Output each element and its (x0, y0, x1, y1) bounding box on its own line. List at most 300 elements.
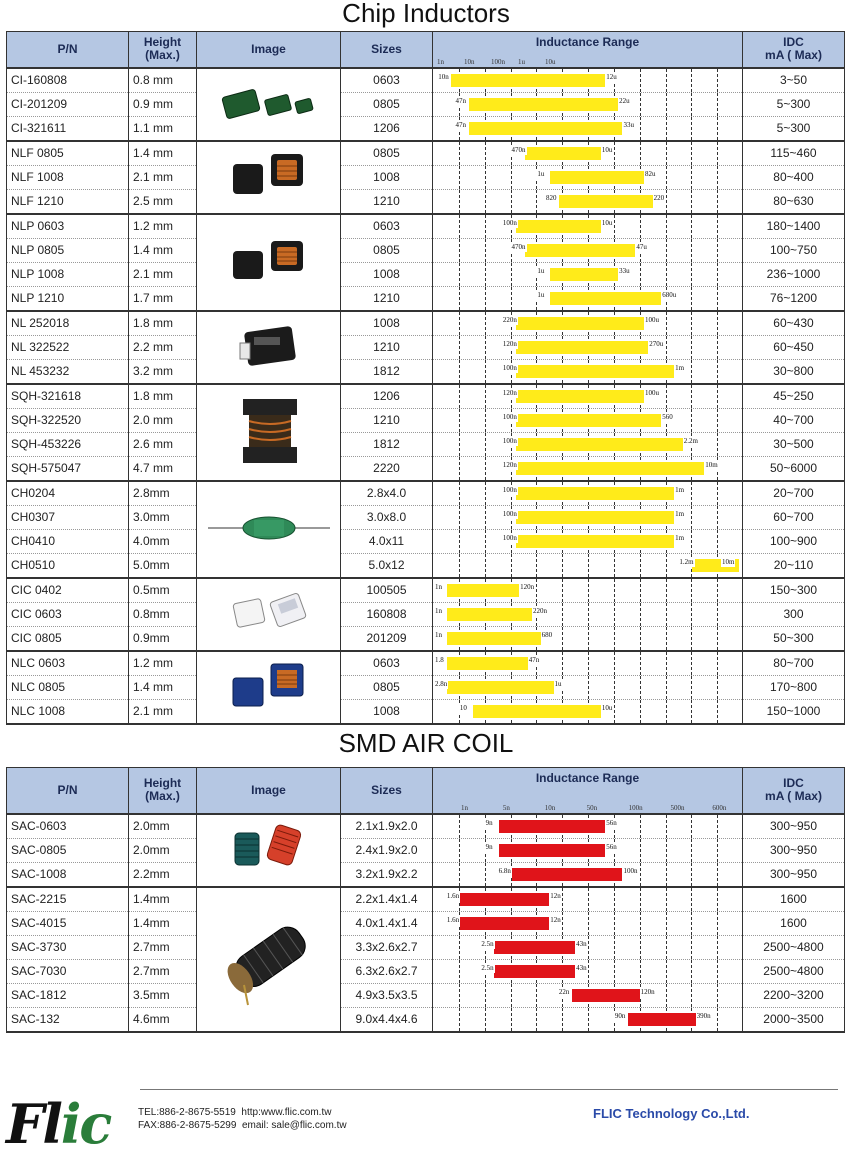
range-gridline (459, 190, 460, 213)
size-cell: 3.0x8.0 (341, 505, 433, 529)
company-name: FLIC Technology Co.,Ltd. (593, 1106, 750, 1121)
range-gridline (691, 215, 692, 238)
range-gridline (666, 263, 667, 286)
range-gridline (511, 1008, 512, 1031)
smd-range-tick: 1n (461, 803, 468, 812)
inductance-range-cell (433, 286, 743, 311)
idc-cell: 60~700 (743, 505, 845, 529)
range-max-label: 56n (606, 842, 617, 851)
idc-cell: 80~700 (743, 651, 845, 676)
part-number-cell: CIC 0402 (7, 578, 129, 603)
range-gridline (485, 263, 486, 286)
range-gridline (717, 506, 718, 529)
range-gridline (691, 912, 692, 935)
range-gridline (459, 936, 460, 959)
inductance-range-cell (433, 814, 743, 839)
idc-cell: 2500~4800 (743, 935, 845, 959)
inductance-range-bar (516, 341, 648, 354)
range-gridline (459, 815, 460, 838)
range-gridline (666, 239, 667, 262)
range-gridline (536, 1008, 537, 1031)
size-cell: 4.9x3.5x3.5 (341, 983, 433, 1007)
range-gridline (536, 984, 537, 1007)
range-gridline (614, 554, 615, 577)
range-gridline (717, 530, 718, 553)
size-cell: 1210 (341, 408, 433, 432)
idc-cell: 150~300 (743, 578, 845, 603)
height-cell: 2.8mm (129, 481, 197, 506)
range-gridline (666, 312, 667, 335)
range-gridline (485, 530, 486, 553)
range-gridline (640, 652, 641, 675)
inductance-range-bar (550, 292, 661, 305)
range-gridline (717, 627, 718, 650)
part-number-cell: NLP 0603 (7, 214, 129, 239)
range-gridline (691, 603, 692, 626)
website-link[interactable]: http:www.flic.com.tw (241, 1107, 332, 1118)
range-min-label: 1u (537, 169, 545, 178)
range-max-label: 10m (705, 460, 718, 469)
range-gridline (691, 336, 692, 359)
flic-logo: Flic (6, 1092, 111, 1156)
inductance-range-cell (433, 553, 743, 578)
range-max-label: 10m (722, 557, 735, 566)
range-gridline (588, 960, 589, 983)
size-cell: 1206 (341, 116, 433, 141)
chip-table-row (7, 92, 845, 116)
inductance-range-cell (433, 862, 743, 887)
inductance-range-bar (550, 171, 644, 184)
idc-cell: 115~460 (743, 141, 845, 166)
range-max-label: 1m (675, 363, 685, 372)
range-gridline (511, 287, 512, 310)
inductance-range-cell (433, 408, 743, 432)
range-max-label: 12n (550, 915, 561, 924)
email-link[interactable]: email: sale@flic.com.tw (241, 1120, 347, 1131)
range-gridline (691, 863, 692, 886)
range-gridline (485, 287, 486, 310)
range-gridline (691, 166, 692, 189)
part-number-cell: SAC-2215 (7, 887, 129, 912)
range-gridline (691, 93, 692, 116)
range-gridline (614, 936, 615, 959)
range-gridline (691, 700, 692, 723)
smd-range-tick: 50n (586, 803, 598, 812)
inductance-range-bar (559, 195, 653, 208)
header-image: Image (197, 32, 341, 68)
height-cell: 1.1 mm (129, 116, 197, 141)
range-max-label: 1m (675, 533, 685, 542)
idc-cell: 50~6000 (743, 456, 845, 481)
range-gridline (640, 863, 641, 886)
range-min-label: 100n (502, 533, 517, 542)
range-gridline (717, 815, 718, 838)
header-sizes: Sizes (341, 32, 433, 68)
header-range-label: Inductance Range (535, 771, 640, 785)
header-idc-sub: mA ( Max) (765, 789, 822, 804)
range-gridline (485, 142, 486, 165)
chip-table-row (7, 238, 845, 262)
range-gridline (717, 960, 718, 983)
height-cell: 2.2mm (129, 862, 197, 887)
range-min-label: 9n (485, 818, 493, 827)
size-cell: 0603 (341, 68, 433, 93)
range-max-label: 47n (528, 655, 540, 664)
size-cell: 0805 (341, 92, 433, 116)
idc-cell: 60~430 (743, 311, 845, 336)
chip-table-row (7, 68, 845, 93)
inductance-range-bar (516, 535, 674, 548)
range-gridline (666, 117, 667, 140)
size-cell: 0603 (341, 214, 433, 239)
range-gridline (666, 863, 667, 886)
sac-small-air-coils-icon (219, 868, 319, 882)
smd-table-row (7, 1007, 845, 1032)
range-gridline (717, 433, 718, 456)
range-min-label: 1n (435, 582, 442, 591)
ci-chip-inductors-icon (214, 112, 324, 126)
idc-cell: 100~750 (743, 238, 845, 262)
chip-range-ticks (433, 56, 742, 66)
range-gridline (717, 360, 718, 383)
header-pn: P/N (7, 768, 129, 814)
chip-table-row (7, 602, 845, 626)
range-gridline (691, 984, 692, 1007)
header-height-sub: (Max.) (145, 48, 180, 63)
idc-cell: 20~110 (743, 553, 845, 578)
range-gridline (717, 215, 718, 238)
range-gridline (614, 700, 615, 723)
footer-divider (140, 1089, 838, 1090)
inductance-range-bar (516, 365, 674, 378)
range-gridline (485, 433, 486, 456)
range-max-label: 680u (662, 290, 677, 299)
product-image-cell (197, 578, 341, 651)
range-gridline (691, 409, 692, 432)
range-gridline (691, 239, 692, 262)
range-min-label: 1n (435, 630, 442, 639)
range-gridline (666, 215, 667, 238)
range-gridline (614, 603, 615, 626)
part-number-cell: NLP 1210 (7, 286, 129, 311)
product-image-cell (197, 214, 341, 311)
inductance-range-bar (516, 414, 661, 427)
range-max-label: 100u (644, 315, 659, 324)
smd-table-row (7, 935, 845, 959)
range-gridline (640, 263, 641, 286)
chip-table-row (7, 189, 845, 214)
height-cell: 2.7mm (129, 959, 197, 983)
chip-table-row (7, 311, 845, 336)
range-gridline (717, 93, 718, 116)
range-gridline (640, 603, 641, 626)
part-number-cell: SAC-1812 (7, 983, 129, 1007)
range-gridline (614, 142, 615, 165)
range-gridline (666, 336, 667, 359)
size-cell: 1812 (341, 359, 433, 384)
inductance-range-cell (433, 838, 743, 862)
range-gridline (536, 579, 537, 602)
range-min-label: 100n (502, 436, 517, 445)
height-cell: 0.8 mm (129, 68, 197, 93)
header-sizes: Sizes (341, 768, 433, 814)
size-cell: 160808 (341, 602, 433, 626)
height-cell: 1.7 mm (129, 286, 197, 311)
range-gridline (640, 912, 641, 935)
idc-cell: 40~700 (743, 408, 845, 432)
range-max-label: 120n (640, 987, 655, 996)
height-cell: 2.7mm (129, 935, 197, 959)
inductance-range-bar (460, 917, 549, 930)
range-gridline (562, 1008, 563, 1031)
range-gridline (717, 839, 718, 862)
idc-cell: 2200~3200 (743, 983, 845, 1007)
chip-table-row (7, 699, 845, 724)
inductance-range-bar (525, 244, 636, 257)
range-min-label: 2.8n (435, 679, 448, 688)
range-min-label: 1.6n (446, 915, 460, 924)
header-inductance-range (433, 768, 743, 814)
range-gridline (588, 627, 589, 650)
range-min-label: 100n (502, 485, 517, 494)
range-min-label: 100n (502, 412, 517, 421)
size-cell: 4.0x11 (341, 529, 433, 553)
inductance-range-bar (469, 98, 619, 111)
part-number-cell: SAC-132 (7, 1007, 129, 1032)
range-gridline (717, 888, 718, 911)
size-cell: 1210 (341, 335, 433, 359)
range-min-label: 22n (558, 987, 570, 996)
inductance-range-cell (433, 311, 743, 336)
chip-table-row (7, 651, 845, 676)
range-gridline (459, 215, 460, 238)
range-gridline (562, 652, 563, 675)
header-idc-label: IDC (783, 776, 804, 791)
range-max-label: 100n (623, 866, 638, 875)
range-gridline (459, 433, 460, 456)
size-cell: 1210 (341, 189, 433, 214)
range-gridline (717, 239, 718, 262)
range-gridline (666, 815, 667, 838)
range-min-label: 120n (502, 388, 517, 397)
smd-range-ticks (433, 802, 742, 812)
smd-range-tick: 5n (502, 803, 510, 812)
range-gridline (485, 336, 486, 359)
inductance-range-cell (433, 262, 743, 286)
range-gridline (640, 117, 641, 140)
chip-range-tick: 1n (437, 57, 444, 66)
height-cell: 1.4mm (129, 911, 197, 935)
inductance-range-bar (499, 820, 606, 833)
inductance-range-cell (433, 935, 743, 959)
range-max-label: 82u (644, 169, 656, 178)
chip-table-row (7, 626, 845, 651)
range-min-label: 100n (502, 363, 517, 372)
inductance-range-cell (433, 432, 743, 456)
inductance-range-bar (516, 390, 644, 403)
inductance-range-cell (433, 189, 743, 214)
range-gridline (511, 554, 512, 577)
range-max-label: 22u (619, 96, 630, 105)
inductance-range-cell (433, 68, 743, 93)
range-gridline (717, 652, 718, 675)
range-max-label: 56n (606, 818, 617, 827)
tel-text: TEL:886-2-8675-5519 (138, 1107, 236, 1118)
range-gridline (640, 215, 641, 238)
chip-table-row (7, 432, 845, 456)
chip-range-tick: 1u (518, 57, 525, 66)
height-cell: 2.1 mm (129, 699, 197, 724)
idc-cell: 76~1200 (743, 286, 845, 311)
height-cell: 4.0mm (129, 529, 197, 553)
range-gridline (459, 506, 460, 529)
range-gridline (717, 676, 718, 699)
range-gridline (459, 530, 460, 553)
idc-cell: 5~300 (743, 116, 845, 141)
range-max-label: 33u (623, 120, 634, 129)
chip-table-row (7, 481, 845, 506)
size-cell: 1008 (341, 311, 433, 336)
range-gridline (717, 912, 718, 935)
range-max-label: 12u (606, 72, 617, 81)
range-gridline (666, 142, 667, 165)
size-cell: 0805 (341, 141, 433, 166)
chip-table-row (7, 675, 845, 699)
range-gridline (666, 69, 667, 92)
range-gridline (717, 482, 718, 505)
range-gridline (459, 984, 460, 1007)
range-gridline (666, 839, 667, 862)
range-min-label: 1.8 (435, 655, 444, 664)
range-max-label: 47u (636, 242, 647, 251)
range-gridline (717, 69, 718, 92)
inductance-range-cell (433, 141, 743, 166)
header-idc-sub: mA ( Max) (765, 48, 822, 63)
range-gridline (485, 1008, 486, 1031)
range-max-label: 1m (675, 509, 685, 518)
range-gridline (614, 627, 615, 650)
nlc-wound-chip-icon (219, 705, 319, 719)
inductance-range-bar (447, 681, 554, 694)
part-number-cell: CIC 0805 (7, 626, 129, 651)
size-cell: 2.1x1.9x2.0 (341, 814, 433, 839)
range-gridline (691, 627, 692, 650)
range-gridline (511, 166, 512, 189)
height-cell: 1.4 mm (129, 238, 197, 262)
range-gridline (666, 385, 667, 408)
range-min-label: 10n (438, 72, 449, 81)
sqh-power-inductor-icon (219, 460, 319, 474)
inductance-range-bar (494, 941, 575, 954)
range-max-label: 33u (619, 266, 630, 275)
idc-cell: 45~250 (743, 384, 845, 409)
part-number-cell: SAC-4015 (7, 911, 129, 935)
inductance-range-cell (433, 983, 743, 1007)
chip-table-row (7, 505, 845, 529)
product-image-cell (197, 481, 341, 578)
range-gridline (717, 603, 718, 626)
range-gridline (459, 166, 460, 189)
height-cell: 0.9 mm (129, 92, 197, 116)
part-number-cell: NL 322522 (7, 335, 129, 359)
range-gridline (666, 554, 667, 577)
range-gridline (459, 482, 460, 505)
inductance-range-cell (433, 578, 743, 603)
range-gridline (562, 627, 563, 650)
inductance-range-cell (433, 384, 743, 409)
range-gridline (640, 960, 641, 983)
idc-cell: 300~950 (743, 838, 845, 862)
chip-table-row (7, 262, 845, 286)
range-gridline (485, 215, 486, 238)
range-gridline (640, 627, 641, 650)
range-min-label: 6.8n (498, 866, 511, 875)
range-gridline (459, 312, 460, 335)
nlp-wound-inductors-icon (219, 280, 319, 294)
range-gridline (717, 312, 718, 335)
inductance-range-cell (433, 651, 743, 676)
inductance-range-cell (433, 911, 743, 935)
inductance-range-cell (433, 456, 743, 481)
part-number-cell: NLP 0805 (7, 238, 129, 262)
range-min-label: 470n (511, 242, 526, 251)
header-height-label: Height (143, 776, 182, 791)
inductance-range-bar (494, 965, 575, 978)
range-gridline (562, 912, 563, 935)
range-gridline (614, 912, 615, 935)
idc-cell: 300 (743, 602, 845, 626)
idc-cell: 2000~3500 (743, 1007, 845, 1032)
range-gridline (588, 912, 589, 935)
range-gridline (691, 815, 692, 838)
height-cell: 2.1 mm (129, 165, 197, 189)
part-number-cell: CI-201209 (7, 92, 129, 116)
inductance-range-bar (447, 608, 532, 621)
range-gridline (640, 936, 641, 959)
range-gridline (691, 69, 692, 92)
range-max-label: 2.2m (683, 436, 698, 445)
inductance-range-bar (473, 705, 601, 718)
range-min-label: 470n (511, 145, 526, 154)
range-gridline (640, 700, 641, 723)
inductance-range-cell (433, 699, 743, 724)
part-number-cell: CH0204 (7, 481, 129, 506)
idc-cell: 1600 (743, 887, 845, 912)
part-number-cell: CH0410 (7, 529, 129, 553)
idc-cell: 236~1000 (743, 262, 845, 286)
range-gridline (717, 1008, 718, 1031)
range-gridline (536, 554, 537, 577)
range-gridline (666, 984, 667, 1007)
range-gridline (459, 360, 460, 383)
range-gridline (459, 263, 460, 286)
range-gridline (485, 190, 486, 213)
inductance-range-cell (433, 481, 743, 506)
header-pn: P/N (7, 32, 129, 68)
range-max-label: 270u (649, 339, 664, 348)
range-max-label: 43n (576, 939, 587, 948)
range-gridline (691, 287, 692, 310)
range-gridline (562, 554, 563, 577)
inductance-range-bar (516, 462, 704, 475)
part-number-cell: NLF 1210 (7, 189, 129, 214)
smd-table-row (7, 862, 845, 887)
size-cell: 1812 (341, 432, 433, 456)
part-number-cell: NLF 0805 (7, 141, 129, 166)
sac-large-air-coil-icon (214, 1002, 324, 1016)
header-range-label: Inductance Range (535, 35, 640, 49)
range-max-label: 10u (601, 218, 613, 227)
